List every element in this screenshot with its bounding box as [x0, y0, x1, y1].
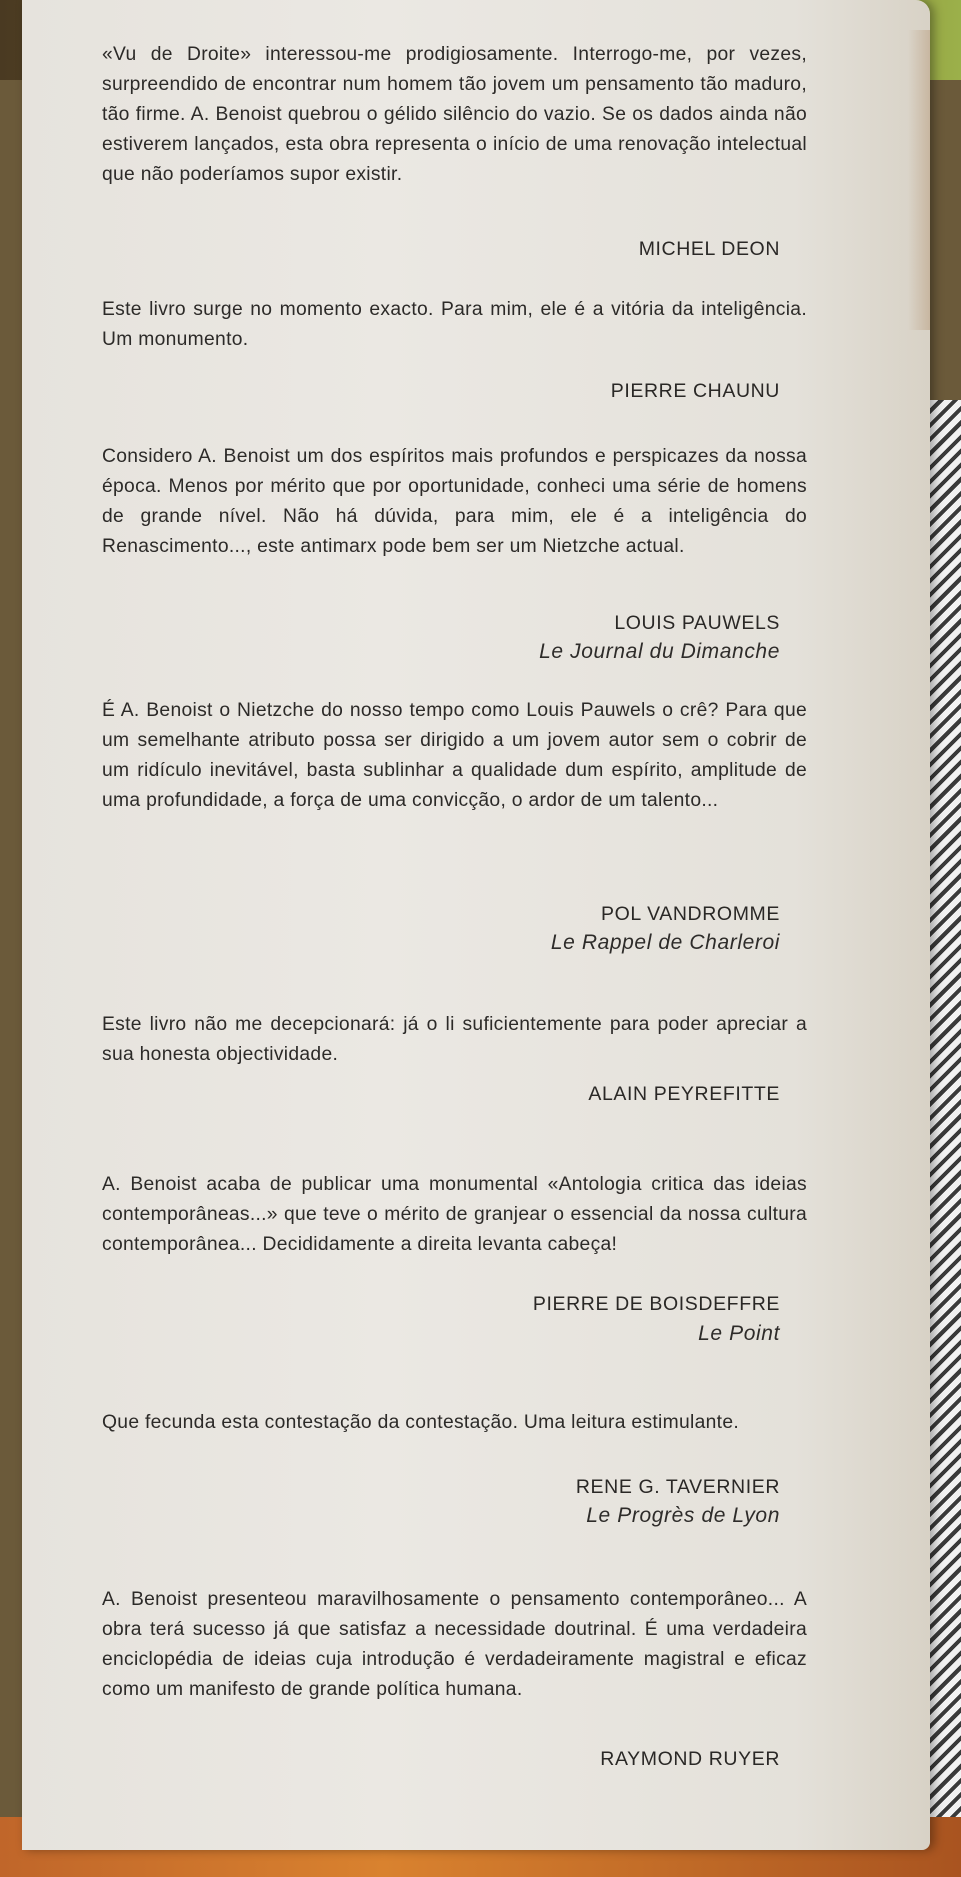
quote-author-louis-pauwels: LOUIS PAUWELS [614, 612, 780, 634]
quote-text-michel-deon: «Vu de Droite» interessou-me prodigiosamente. Interrogo-me, por vezes, surpreendido de encontrar num homem tão jovem um pensamento tão maduro, tão firme. A. Benoist quebrou o gélido silêncio do vazio. Se os dados ainda não estiverem lançados, esta obra representa o início de uma renovação intelectual que não poderíamos supor existir. [102, 44, 807, 185]
quote-author-alain-peyrefitte: ALAIN PEYREFITTE [588, 1083, 780, 1105]
quote-author-pol-vandromme: POL VANDROMME [601, 903, 780, 925]
quote-author-pierre-de-boisdeffre: PIERRE DE BOISDEFFRE [532, 1293, 780, 1315]
page-wear [908, 30, 930, 330]
quote-source-pierre-de-boisdeffre: Le Point [698, 1322, 780, 1345]
quote-author-rene-tavernier: RENE G. TAVERNIER [575, 1476, 780, 1498]
quote-text-louis-pauwels: Considero A. Benoist um dos espíritos mais profundos e perspicazes da nossa época. Menos por mérito que por oportunidade, conheci uma série de homens de grande nível. Não há dúvida, para mim, ele é a inteligência do Renascimento..., este antimarx pode bem ser um Nietzche actual. [102, 446, 807, 557]
quote-source-pol-vandromme: Le Rappel de Charleroi [550, 931, 780, 954]
quote-text-rene-tavernier: Que fecunda esta contestação da contestação. Uma leitura estimulante. [102, 1412, 739, 1433]
quote-author-michel-deon: MICHEL DEON [638, 238, 780, 260]
quote-source-rene-tavernier: Le Progrès de Lyon [586, 1504, 780, 1527]
quote-text-pierre-chaunu: Este livro surge no momento exacto. Para mim, ele é a vitória da inteligência. Um monumento. [102, 299, 807, 350]
quote-text-pol-vandromme: É A. Benoist o Nietzche do nosso tempo como Louis Pauwels o crê? Para que um semelhante atributo possa ser dirigido a um jovem autor sem o cobrir de um ridículo inevitável, basta sublinhar a qualidade dum espírito, amplitude de uma profundidade, a força de uma convicção, o ardor de um talento... [102, 700, 807, 811]
quote-source-louis-pauwels: Le Journal du Dimanche [539, 640, 780, 663]
quote-text-alain-peyrefitte: Este livro não me decepcionará: já o li suficientemente para poder apreciar a sua honesta objectividade. [102, 1014, 807, 1065]
quote-author-pierre-chaunu: PIERRE CHAUNU [610, 380, 780, 402]
quote-text-raymond-ruyer: A. Benoist presenteou maravilhosamente o pensamento contemporâneo... A obra terá sucesso já que satisfaz a necessidade doutrinal. É uma verdadeira enciclopédia de ideias cuja introdução é verdadeiramente magistral e eficaz como um manifesto de grande política humana. [102, 1589, 807, 1700]
book-edge-pattern [930, 400, 961, 1820]
book-page [22, 0, 930, 1850]
quote-text-pierre-de-boisdeffre: A. Benoist acaba de publicar uma monumental «Antologia critica das ideias contemporâneas...» que teve o mérito de granjear o essencial da nossa cultura contemporânea... Decididamente a direita levanta cabeça! [102, 1174, 807, 1255]
quote-author-raymond-ruyer: RAYMOND RUYER [600, 1748, 780, 1770]
